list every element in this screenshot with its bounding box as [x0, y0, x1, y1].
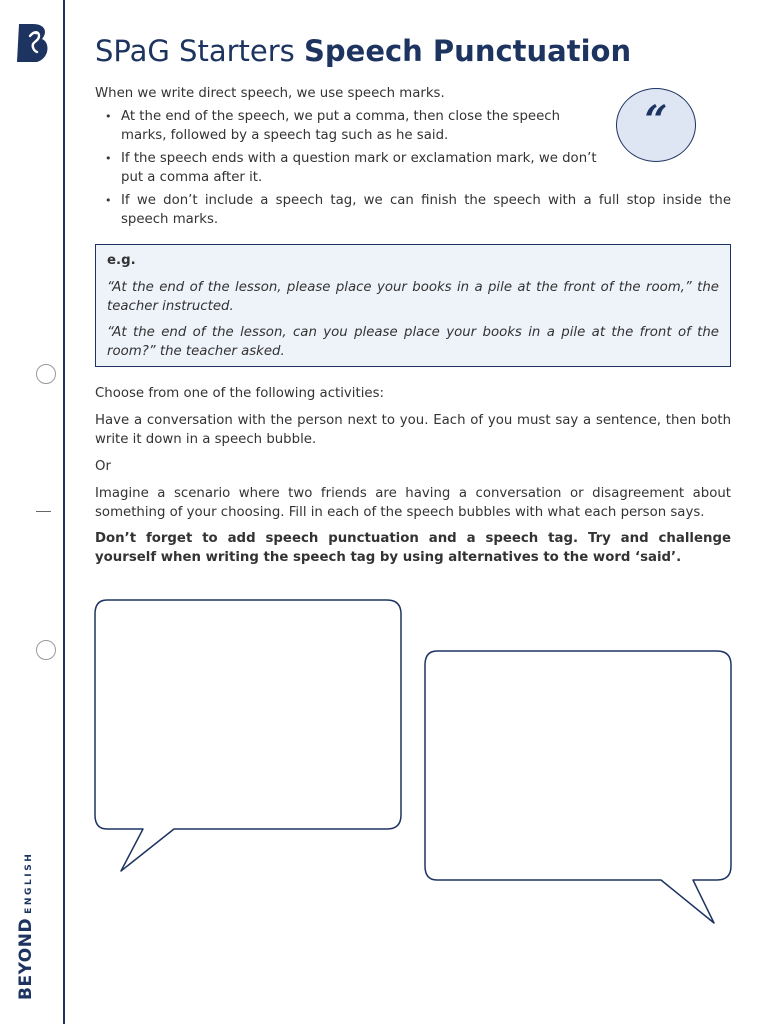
brand-word: BEYOND: [16, 917, 36, 1000]
quote-glyph: “: [644, 97, 668, 144]
punch-hole-top: [36, 364, 56, 384]
rule-item: • If we don’t include a speech tag, we can finish the speech with a full stop inside the speech marks.: [105, 191, 731, 229]
activity-option-b: Imagine a scenario where two friends are having a conversation or disagreement about something of your choosing. Fill in each of the speech bubbles with what each person says.: [95, 486, 731, 520]
example-label: e.g.: [107, 253, 136, 268]
speech-bubble-right[interactable]: [423, 649, 735, 927]
speech-bubble-left[interactable]: [93, 598, 405, 876]
margin-line: [63, 0, 65, 1024]
intro-text: When we write direct speech, we use speech marks.: [95, 86, 445, 101]
activities-intro: Choose from one of the following activities:: [95, 386, 384, 401]
activity-option-a: Have a conversation with the person next to you. Each of you must say a sentence, then both write it down in a speech bubble.: [95, 413, 731, 447]
example-line: “At the end of the lesson, can you please place your books in a pile at the front of the room?” the teacher asked.: [107, 325, 719, 359]
brand-sub: ENGLISH: [24, 851, 34, 914]
rule-item: • At the end of the speech, we put a comma, then close the speech marks, followed by a speech tag such as he said.: [105, 107, 576, 145]
fold-mark: [36, 511, 51, 512]
reminder-text: Don’t forget to add speech punctuation and a speech tag. Try and challenge yourself when writing the speech tag by using alternatives to the word ‘said’.: [95, 531, 731, 565]
example-line: “At the end of the lesson, please place your books in a pile at the front of the room,” the teacher instructed.: [107, 280, 719, 314]
activity-or: Or: [95, 459, 111, 474]
page-title: [95, 34, 631, 68]
rule-item: • If the speech ends with a question mark or exclamation mark, we don’t put a comma after it.: [105, 149, 616, 187]
title-bold: Speech Punctuation: [304, 34, 632, 68]
speech-marks-icon: [616, 88, 696, 162]
beyond-logo-icon: [15, 22, 51, 64]
title-light: SPaG Starters: [95, 34, 295, 68]
punch-hole-bottom: [36, 640, 56, 660]
brand-wordmark: [16, 852, 36, 1000]
example-box: [95, 244, 731, 367]
